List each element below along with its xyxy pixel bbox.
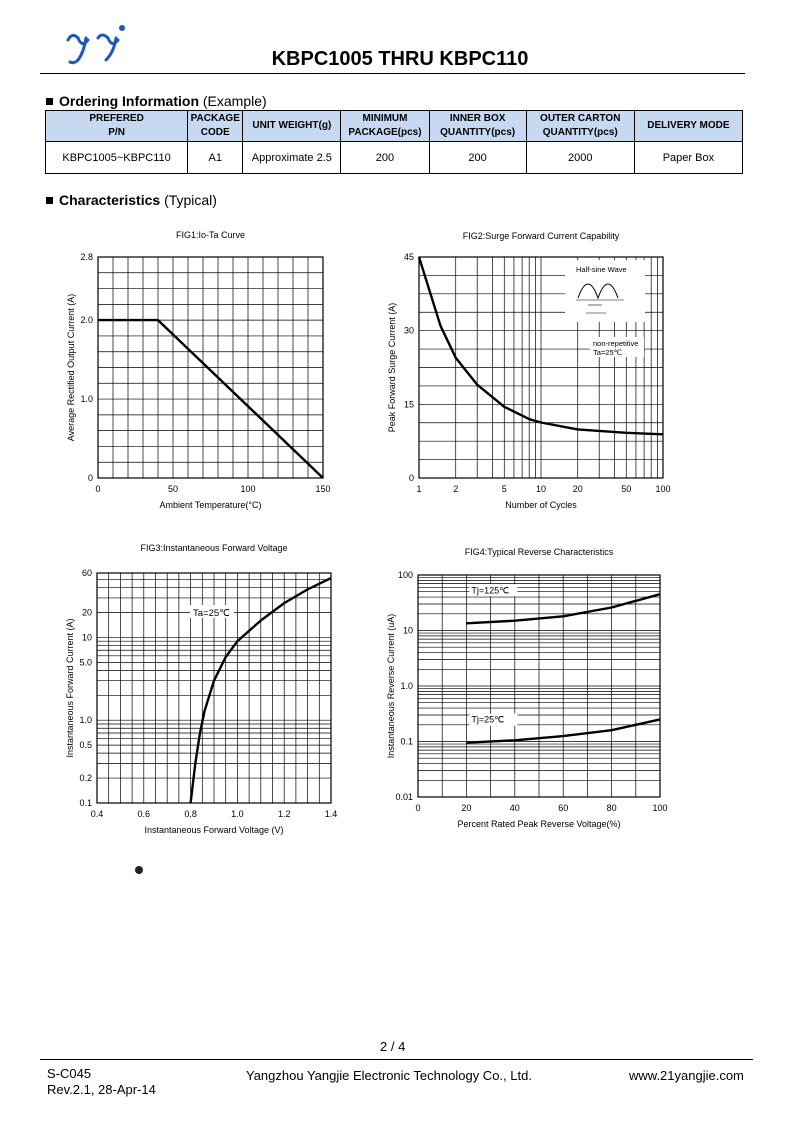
- cell-pn: KBPC1005~KBPC110: [46, 142, 188, 174]
- fig2-x-tick-label: 5: [501, 484, 507, 494]
- fig4-series-label: Tj=25℃: [471, 714, 505, 725]
- fig4-x-tick-label: 80: [606, 803, 617, 813]
- website-link[interactable]: www.21yangjie.com: [629, 1068, 744, 1083]
- fig4-x-tick-label: 20: [461, 803, 472, 813]
- fig4-x-axis-label: Percent Rated Peak Reverse Voltage(%): [457, 819, 621, 829]
- col-header-outer-carton-line2: QUANTITY(pcs): [542, 127, 618, 138]
- ordering-heading-text: Ordering Information: [59, 93, 199, 109]
- fig3-x-tick-label: 0.4: [90, 809, 104, 819]
- cell-inner-box: 200: [429, 142, 526, 174]
- fig1-x-tick-label: 0: [95, 484, 101, 494]
- fig2-y-tick-label: 0: [408, 473, 414, 483]
- fig2-y-tick-label: 45: [403, 252, 414, 262]
- col-header-unit-weight-line1: UNIT WEIGHT(g): [252, 120, 332, 131]
- document-title: KBPC1005 THRU KBPC110: [271, 48, 529, 70]
- col-header-package-code-line2: CODE: [200, 127, 230, 138]
- fig3-y-tick-label: 1.0: [79, 715, 92, 726]
- fig2-x-tick-label: 50: [621, 484, 632, 494]
- fig4-series-label: Tj=125℃: [471, 585, 510, 596]
- fig4-y-tick-label: 0.01: [395, 792, 413, 802]
- fig3-x-tick-label: 0.8: [184, 809, 197, 819]
- characteristics-heading-text: Characteristics: [59, 192, 161, 208]
- fig2-annotation-waveform: Half-sine Wave: [576, 265, 627, 274]
- fig2-y-axis-label: Peak Forward Surge Current (A): [387, 302, 397, 433]
- fig3-y-axis-label: Instantaneous Forward Current (A): [65, 618, 75, 758]
- fig1-x-tick-label: 150: [315, 484, 331, 494]
- stray-dot-mark: [135, 866, 143, 874]
- col-header-minimum-package-line1: MINIMUM: [362, 113, 408, 124]
- fig1-title: FIG1:Io-Ta Curve: [175, 230, 246, 240]
- ordering-heading-suffix: (Example): [202, 93, 267, 109]
- fig3-x-axis-label: Instantaneous Forward Voltage (V): [144, 825, 284, 835]
- fig3-x-tick-label: 1.4: [324, 809, 338, 819]
- fig2-x-tick-label: 2: [453, 484, 459, 494]
- col-header-inner-box-line2: QUANTITY(pcs): [440, 127, 516, 138]
- col-header-minimum-package-line2: PACKAGE(pcs): [348, 127, 422, 138]
- characteristics-heading-suffix: (Typical): [164, 192, 217, 208]
- fig2-annotation-nonrep: non-repetitive: [593, 339, 639, 348]
- fig2-title: FIG2:Surge Forward Current Capability: [462, 231, 620, 241]
- fig1-x-tick-label: 100: [240, 484, 256, 494]
- fig4-x-tick-label: 40: [509, 803, 520, 813]
- cell-minimum-package: 200: [341, 142, 429, 174]
- fig3-x-tick-label: 0.6: [137, 809, 151, 819]
- fig2-x-tick-label: 10: [535, 484, 547, 494]
- col-header-package-code-line1: PACKAGE: [190, 113, 240, 124]
- fig3-annotation-ta: Ta=25℃: [193, 608, 230, 619]
- fig4-y-tick-label: 10: [402, 625, 413, 636]
- fig3-y-tick-label: 0.1: [79, 798, 92, 808]
- fig2-annotation-ta: Ta=25℃: [593, 348, 623, 357]
- fig3-y-tick-label: 10: [81, 632, 92, 643]
- fig4-y-tick-label: 100: [397, 570, 413, 580]
- cell-unit-weight: Approximate 2.5: [243, 142, 341, 174]
- fig2-x-tick-label: 100: [655, 484, 671, 494]
- fig4-x-tick-label: 0: [415, 803, 421, 813]
- col-header-inner-box-line1: INNER BOX: [449, 113, 506, 124]
- page-number: 2 / 4: [380, 1039, 406, 1054]
- fig2-x-tick-label: 20: [572, 484, 583, 494]
- fig3-y-tick-label: 0.2: [79, 773, 92, 784]
- cell-delivery-mode: Paper Box: [634, 142, 742, 174]
- document-code: S-C045: [47, 1066, 92, 1081]
- document-revision: Rev.2.1, 28-Apr-14: [47, 1082, 156, 1097]
- fig2-x-axis-label: Number of Cycles: [505, 500, 577, 510]
- fig3-x-tick-label: 1.2: [277, 809, 291, 819]
- fig4-title: FIG4:Typical Reverse Characteristics: [464, 547, 614, 557]
- fig4-x-tick-label: 60: [558, 803, 569, 813]
- fig2-x-tick-label: 1: [416, 484, 422, 494]
- cell-outer-carton: 2000: [526, 142, 634, 174]
- fig4-y-tick-label: 1.0: [400, 681, 413, 691]
- fig4-x-tick-label: 100: [652, 803, 668, 813]
- cell-package-code: A1: [188, 142, 243, 174]
- fig3-y-tick-label: 5.0: [79, 657, 92, 668]
- fig3-y-tick-label: 0.5: [79, 740, 92, 751]
- fig1-y-tick-label: 0: [87, 473, 93, 483]
- fig1-y-tick-label: 2.0: [80, 315, 93, 326]
- footer-divider: [40, 1059, 753, 1060]
- col-header-outer-carton-line1: OUTER CARTON: [540, 113, 621, 124]
- fig3-y-tick-label: 20: [81, 607, 92, 618]
- fig4-y-axis-label: Instantaneous Reverse Current (uA): [386, 613, 396, 759]
- fig1-y-tick-label: 1.0: [80, 394, 93, 405]
- col-header-pn-line1: PREFERED: [89, 113, 144, 124]
- fig2-y-tick-label: 30: [403, 325, 414, 336]
- fig1-x-tick-label: 50: [167, 484, 179, 494]
- fig1-y-tick-label: 2.8: [80, 252, 93, 262]
- fig4-y-tick-label: 0.1: [400, 736, 413, 747]
- fig1-y-axis-label: Average Rectified Output Current (A): [66, 293, 76, 442]
- fig1-x-axis-label: Ambient Temperature(°C): [159, 500, 262, 510]
- fig3-title: FIG3:Instantaneous Forward Voltage: [140, 543, 288, 553]
- fig3-x-tick-label: 1.0: [231, 809, 244, 819]
- company-name: Yangzhou Yangjie Electronic Technology Co., Ltd.: [246, 1068, 532, 1083]
- fig3-y-tick-label: 60: [81, 568, 92, 578]
- col-header-pn-line2: P/N: [108, 127, 125, 138]
- col-header-delivery-mode-line1: DELIVERY MODE: [647, 120, 730, 131]
- fig2-y-tick-label: 15: [403, 399, 414, 410]
